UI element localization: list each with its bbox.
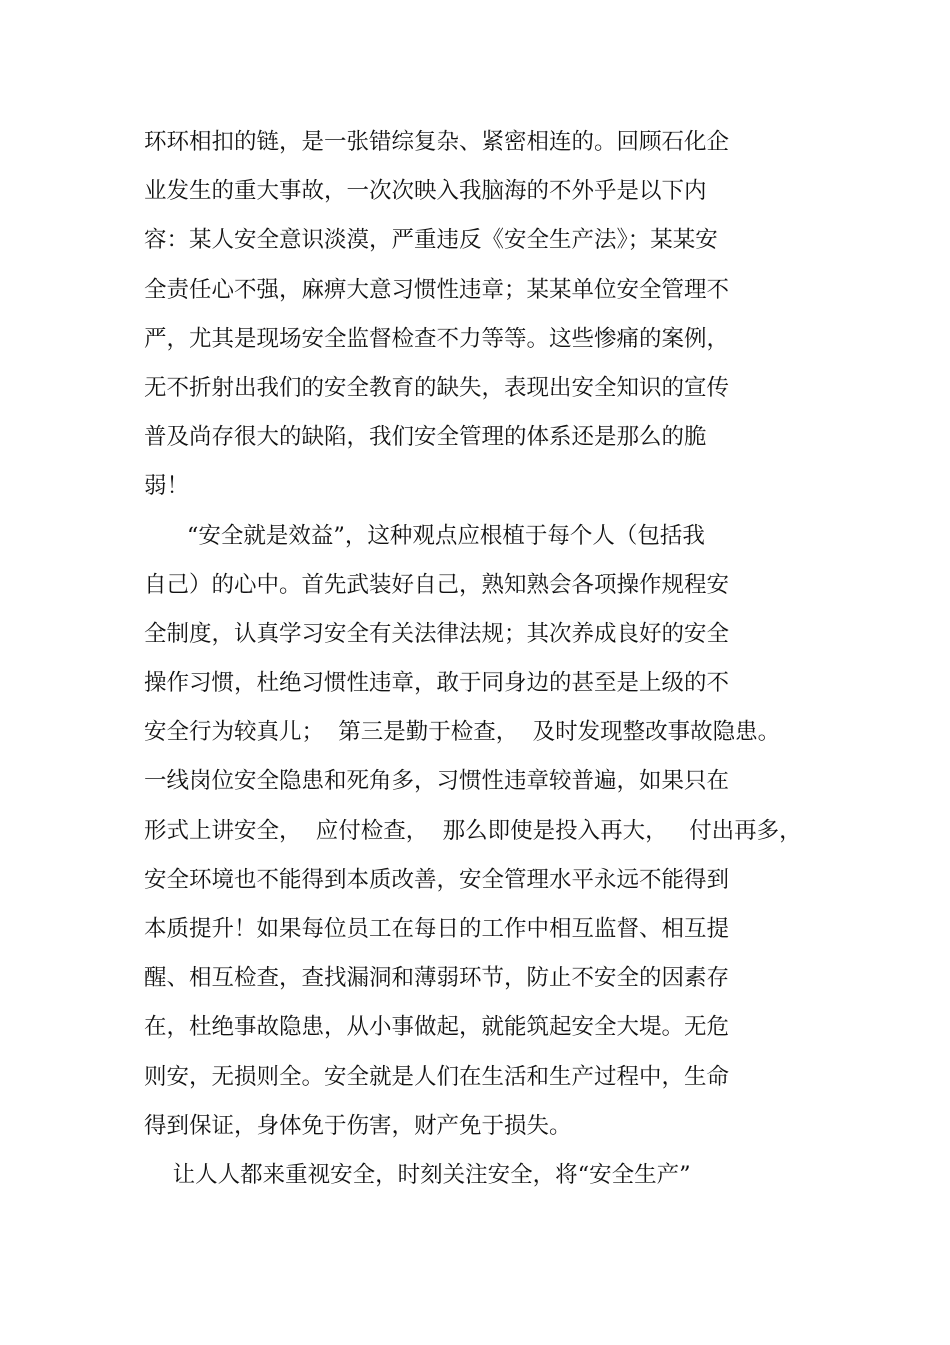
text-line: 全责任心不强，麻痹大意习惯性违章；某某单位安全管理不 xyxy=(144,276,730,303)
body-text xyxy=(144,118,824,1200)
text-line: 弱！ xyxy=(144,473,190,500)
text-line: 无不折射出我们的安全教育的缺失，表现出安全知识的宣传 xyxy=(144,374,730,401)
paragraph-3 xyxy=(144,1151,824,1200)
text-line: 严，尤其是现场安全监督检查不力等等。这些惨痛的案例， xyxy=(144,325,730,352)
text-line: 操作习惯，杜绝习惯性违章，敢于同身边的甚至是上级的不 xyxy=(144,670,730,697)
text-line: 自己）的心中。首先武装好自己，熟知熟会各项操作规程安 xyxy=(144,571,730,598)
text-line: 得到保证，身体免于伤害，财产免于损失。 xyxy=(144,1112,572,1139)
text-line: 则安，无损则全。安全就是人们在生活和生产过程中，生命 xyxy=(144,1063,730,1090)
text-line: 环环相扣的链，是一张错综复杂、紧密相连的。回顾石化企 xyxy=(144,129,730,155)
text-line: 普及尚存很大的缺陷，我们安全管理的体系还是那么的脆 xyxy=(144,424,707,451)
text-line: 本质提升！如果每位员工在每日的工作中相互监督、相互提 xyxy=(144,916,730,942)
text-line: 形式上讲安全， 应付检查， 那么即使是投入再大， 付出再多， xyxy=(144,817,802,844)
paragraph-1 xyxy=(144,118,824,512)
paragraph-2 xyxy=(144,512,824,1151)
text-line: 一线岗位安全隐患和死角多，习惯性违章较普遍，如果只在 xyxy=(144,768,730,795)
text-line: 让人人都来重视安全，时刻关注安全，将“安全生产” xyxy=(144,1161,691,1188)
text-line: 容：某人安全意识淡漠，严重违反《安全生产法》；某某安 xyxy=(144,227,718,254)
text-line: 醒、相互检查，查找漏洞和薄弱环节，防止不安全的因素存 xyxy=(144,965,730,992)
text-line: 在，杜绝事故隐患，从小事做起，就能筑起安全大堤。无危 xyxy=(144,1014,730,1041)
text-line: 业发生的重大事故，一次次映入我脑海的不外乎是以下内 xyxy=(144,178,707,205)
text-line: 安全环境也不能得到本质改善，安全管理水平永远不能得到 xyxy=(144,866,730,893)
text-line: 安全行为较真儿； 第三是勤于检查， 及时发现整改事故隐患。 xyxy=(144,719,781,746)
text-line: 全制度，认真学习安全有关法律法规；其次养成良好的安全 xyxy=(144,620,730,647)
text-line: “安全就是效益”，这种观点应根植于每个人（包括我 xyxy=(144,522,705,549)
